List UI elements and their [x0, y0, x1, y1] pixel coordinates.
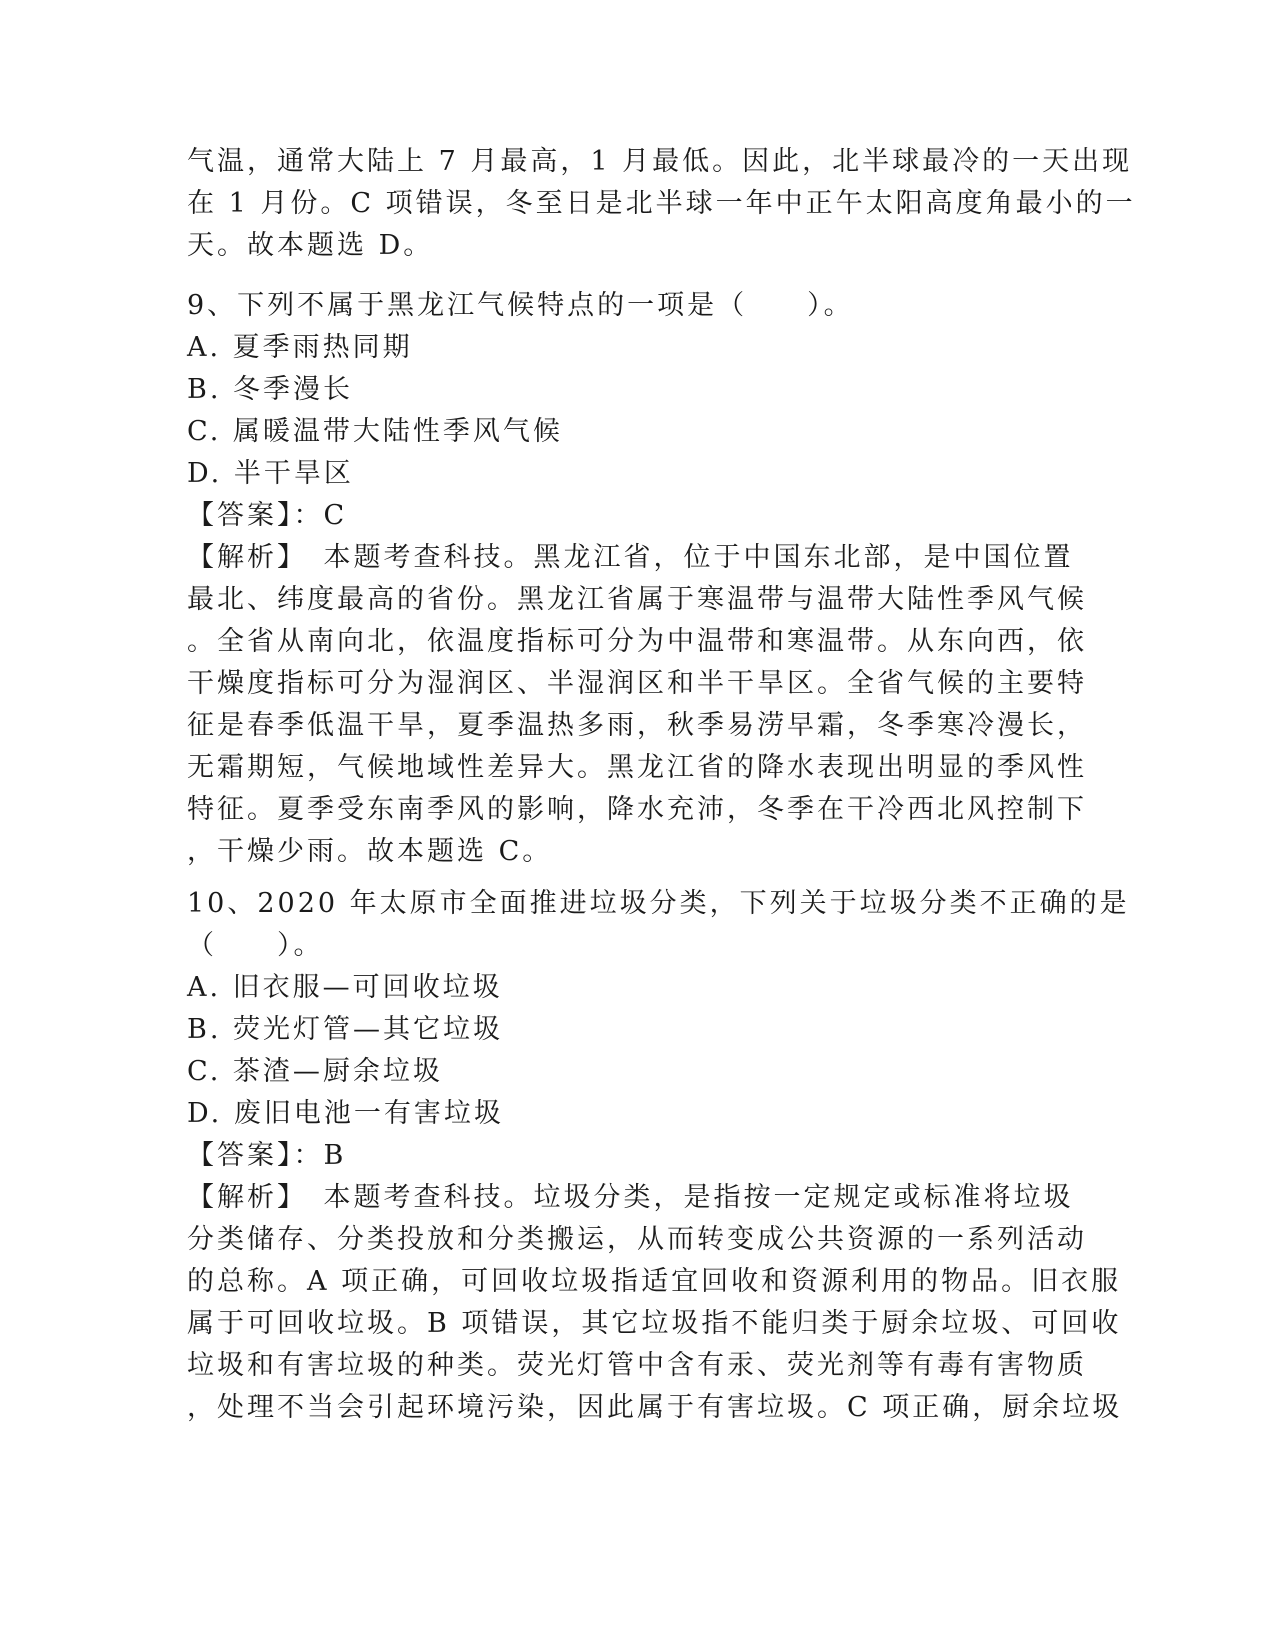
intro-line-2: 在 1 月份。C 项错误，冬至日是北半球一年中正午太阳高度角最小的一: [187, 188, 1136, 219]
q9-option-d: D. 半干旱区: [187, 458, 354, 489]
q9-answer: 【答案】：C: [187, 500, 348, 531]
q10-option-b: B. 荧光灯管—其它垃圾: [187, 1014, 504, 1045]
q9-analysis-line-1: 【解析】 本题考查科技。黑龙江省，位于中国东北部，是中国位置: [187, 542, 1074, 573]
q9-analysis-line-3: 。全省从南向北，依温度指标可分为中温带和寒温带。从东向西，依: [187, 626, 1087, 657]
q10-answer: 【答案】：B: [187, 1140, 347, 1171]
q10-analysis-line-5: 垃圾和有害垃圾的种类。荧光灯管中含有汞、荧光剂等有毒有害物质: [187, 1350, 1087, 1381]
q9-question: 9、下列不属于黑龙江气候特点的一项是（ ）。: [187, 290, 854, 321]
q10-analysis-line-4: 属于可回收垃圾。B 项错误，其它垃圾指不能归类于厨余垃圾、可回收: [187, 1308, 1122, 1339]
intro-line-3: 天。故本题选 D。: [187, 230, 434, 261]
q10-option-a: A. 旧衣服—可回收垃圾: [187, 972, 503, 1003]
q10-analysis-line-2: 分类储存、分类投放和分类搬运，从而转变成公共资源的一系列活动: [187, 1224, 1087, 1255]
q10-question-line-1: 10、2020 年太原市全面推进垃圾分类，下列关于垃圾分类不正确的是: [187, 888, 1130, 919]
q9-analysis-line-4: 干燥度指标可分为湿润区、半湿润区和半干旱区。全省气候的主要特: [187, 668, 1087, 699]
q10-option-d: D. 废旧电池一有害垃圾: [187, 1098, 504, 1129]
q10-analysis-line-6: ，处理不当会引起环境污染，因此属于有害垃圾。C 项正确，厨余垃圾: [187, 1392, 1123, 1423]
q10-analysis-line-3: 的总称。A 项正确，可回收垃圾指适宜回收和资源利用的物品。旧衣服: [187, 1266, 1122, 1297]
q9-analysis-line-6: 无霜期短，气候地域性差异大。黑龙江省的降水表现出明显的季风性: [187, 752, 1087, 783]
intro-paragraph: [187, 141, 1136, 267]
q10-question-line-2: （ ）。: [187, 930, 324, 961]
intro-line-1: 气温，通常大陆上 7 月最高，1 月最低。因此，北半球最冷的一天出现: [187, 146, 1133, 177]
q9-option-a: A. 夏季雨热同期: [187, 332, 413, 363]
q10-analysis-line-1: 【解析】 本题考查科技。垃圾分类，是指按一定规定或标准将垃圾: [187, 1182, 1074, 1213]
q9-analysis-line-7: 特征。夏季受东南季风的影响，降水充沛，冬季在干冷西北风控制下: [187, 794, 1087, 825]
question-10: [187, 883, 1130, 1429]
question-9: [187, 285, 1087, 873]
q9-analysis-line-8: ，干燥少雨。故本题选 C。: [187, 836, 553, 867]
q9-option-b: B. 冬季漫长: [187, 374, 354, 405]
q9-analysis-line-2: 最北、纬度最高的省份。黑龙江省属于寒温带与温带大陆性季风气候: [187, 584, 1087, 615]
q10-option-c: C. 茶渣—厨余垃圾: [187, 1056, 443, 1087]
q9-analysis-line-5: 征是春季低温干旱，夏季温热多雨，秋季易涝早霜，冬季寒冷漫长，: [187, 710, 1087, 741]
q9-option-c: C. 属暖温带大陆性季风气候: [187, 416, 563, 447]
